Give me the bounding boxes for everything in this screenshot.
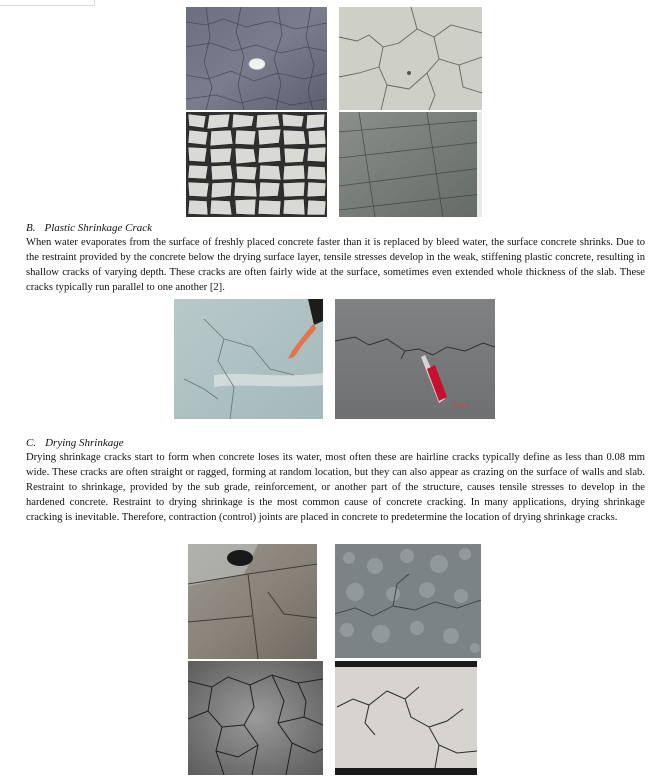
section-b-title: Plastic Shrinkage Crack — [44, 222, 153, 234]
photo-drying-white-plaster — [335, 661, 477, 775]
photo-alligator-crazing — [186, 112, 327, 217]
section-b-number: B. — [26, 222, 36, 234]
photo-drying-dark-map-cracks — [188, 661, 323, 775]
photo-crazing-coin — [186, 7, 327, 110]
section-b-paragraph: When water evaporates from the surface of freshly placed concrete faster than it is replaced by bleed water, the surface concrete shrinks. Due to the restraint provided by the concrete below the drying surface layer, tensile stresses develop in the weak, stiffening plastic concrete, resulting in shallow cracks of varying depth. These cracks are often fairly wide at the surface, sometimes even extended whole thickness of the slab. These cracks typically run parallel to one another [2]. — [26, 237, 645, 293]
photo-drying-rough-surface — [335, 544, 481, 658]
photo-map-cracks-light — [339, 7, 482, 110]
section-c-title: Drying Shrinkage — [45, 437, 124, 449]
photo-drying-control-joint — [188, 544, 317, 659]
section-c-paragraph: Drying shrinkage cracks start to form when concrete loses its water, most often these are hairline cracks typically define as less than 0.08 mm wide. These cracks are often straight or ragged, forming at random location, but they can also appear as crazing on the surface of walls and slab. Restraint to shrinkage, provided by the sub grade, reinforcement, or another part of the structure, causes tensile stresses to develop in the hardened concrete. Restraint to drying shrinkage is the most common cause of concrete cracking. In many applications, drying shrinkage cracking is inevitable. Therefore, contraction (control) joints are placed in concrete to predetermine the location of drying shrinkage cracks. — [26, 452, 645, 523]
section-c-heading — [26, 437, 124, 450]
section-b-heading — [26, 222, 152, 235]
photo-grey-slab-cracks — [339, 112, 482, 217]
photo-plastic-crack-knife — [335, 299, 495, 419]
svg-text:0 1 2 3: 0 1 2 3 — [453, 403, 469, 409]
photo-plastic-crack-finger — [174, 299, 323, 419]
section-c-number: C. — [26, 437, 37, 449]
top-image-frame-edge — [0, 0, 95, 6]
